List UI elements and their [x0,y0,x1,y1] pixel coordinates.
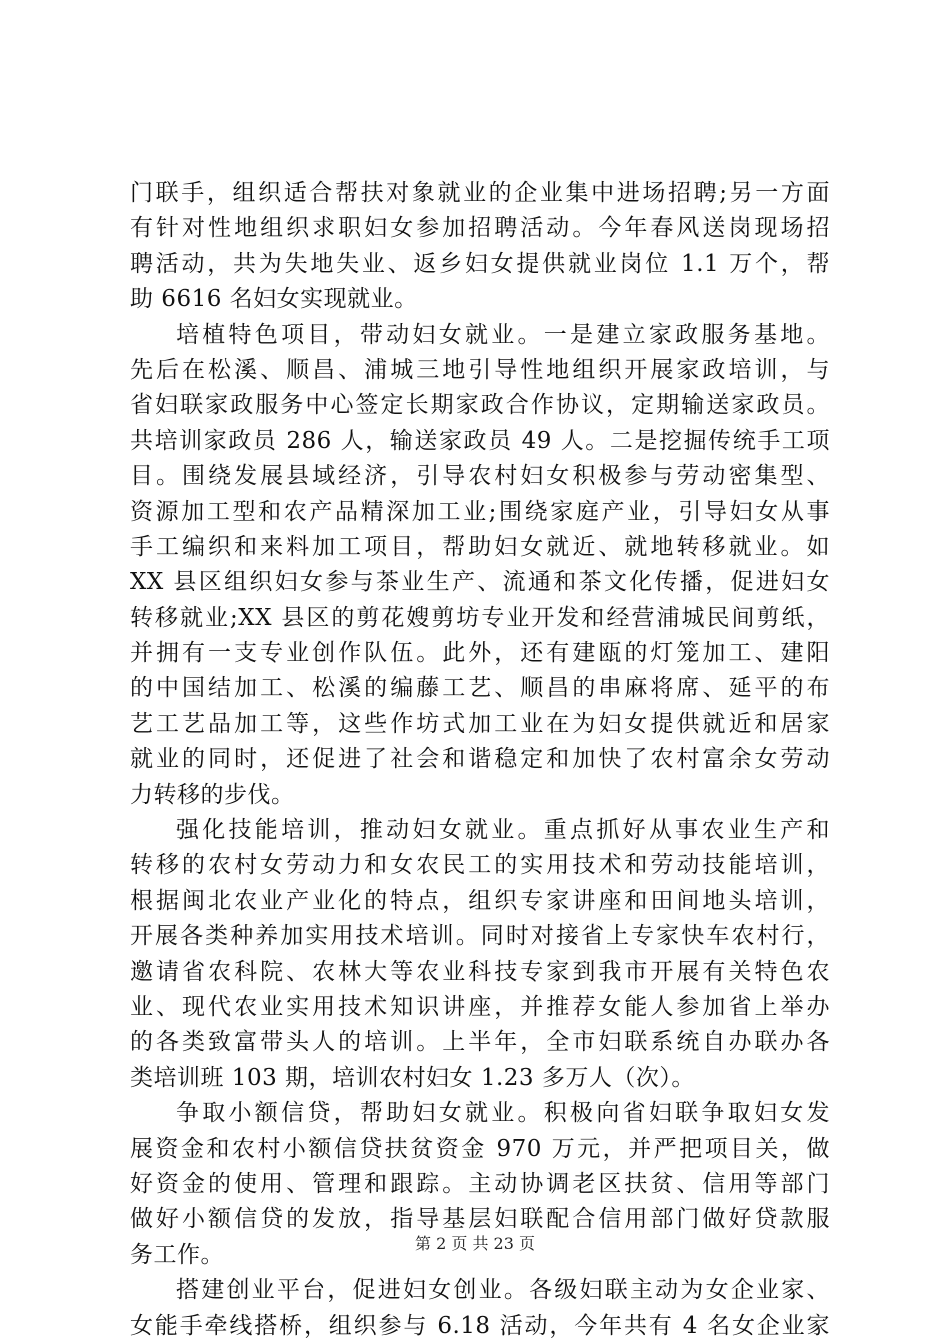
text-line: 转移的农村女劳动力和女农民工的实用技术和劳动技能培训， [130,852,830,879]
body-text [130,176,830,1344]
text-line: 展资金和农村小额信贷扶贫资金 970 万元，并严把项目关，做 [130,1135,830,1162]
text-line: 就业的同时，还促进了社会和谐稳定和加快了农村富余女劳动 [130,746,830,773]
text-line: 并拥有一支专业创作队伍。此外，还有建瓯的灯笼加工、建阳 [130,640,830,667]
text-line: 力转移的步伐。 [130,781,295,808]
text-line: 女能手牵线搭桥，组织参与 6.18 活动，今年共有 4 名女企业家 [130,1312,830,1339]
text-line: 根据闽北农业产业化的特点，组织专家讲座和田间地头培训， [130,887,830,914]
text-line: 聘活动，共为失地失业、返乡妇女提供就业岗位 1.1 万个，帮 [130,250,830,277]
text-line: 邀请省农科院、农林大等农业科技专家到我市开展有关特色农 [130,958,830,985]
text-line: 资源加工型和农产品精深加工业;围绕家庭产业，引导妇女从事 [130,498,830,525]
page-number-footer: 第 2 页 共 23 页 [415,1234,535,1253]
text-line: 务工作。 [130,1241,224,1268]
text-line: 类培训班 103 期，培训农村妇女 1.23 多万人（次）。 [130,1064,695,1091]
text-line: 业、现代农业实用技术知识讲座，并推荐女能人参加省上举办 [130,993,830,1020]
text-line: 目。围绕发展县域经济，引导农村妇女积极参与劳动密集型、 [130,463,830,490]
text-line: 共培训家政员 286 人，输送家政员 49 人。二是挖掘传统手工项 [130,427,830,454]
paragraph-start-line: 培植特色项目，带动妇女就业。一是建立家政服务基地。 [176,321,830,348]
paragraph-start-line: 搭建创业平台，促进妇女创业。各级妇联主动为女企业家、 [176,1277,830,1304]
text-line: 转移就业;XX 县区的剪花嫂剪坊专业开发和经营浦城民间剪纸， [130,604,830,631]
text-line: 艺工艺品加工等，这些作坊式加工业在为妇女提供就近和居家 [130,710,830,737]
paragraph-start-line: 争取小额信贷，帮助妇女就业。积极向省妇联争取妇女发 [176,1100,830,1127]
text-line: 的中国结加工、松溪的编藤工艺、顺昌的串麻将席、延平的布 [130,675,830,702]
text-line: 开展各类种养加实用技术培训。同时对接省上专家快车农村行， [130,923,830,950]
text-line: 好资金的使用、管理和跟踪。主动协调老区扶贫、信用等部门 [130,1170,830,1197]
text-line: 有针对性地组织求职妇女参加招聘活动。今年春风送岗现场招 [130,215,830,242]
text-line: XX 县区组织妇女参与茶业生产、流通和茶文化传播，促进妇女 [130,569,830,596]
paragraph-start-line: 强化技能培训，推动妇女就业。重点抓好从事农业生产和 [176,817,830,844]
text-line: 手工编织和来料加工项目，帮助妇女就近、就地转移就业。如 [130,533,830,560]
text-line: 先后在松溪、顺昌、浦城三地引导性地组织开展家政培训，与 [130,356,830,383]
text-line: 的各类致富带头人的培训。上半年，全市妇联系统自办联办各 [130,1029,830,1056]
text-line: 门联手，组织适合帮扶对象就业的企业集中进场招聘;另一方面 [130,180,830,206]
text-line: 做好小额信贷的发放，指导基层妇联配合信用部门做好贷款服 [130,1206,830,1233]
text-line: 省妇联家政服务中心签定长期家政合作协议，定期输送家政员。 [130,392,830,419]
text-line: 助 6616 名妇女实现就业。 [130,286,418,313]
